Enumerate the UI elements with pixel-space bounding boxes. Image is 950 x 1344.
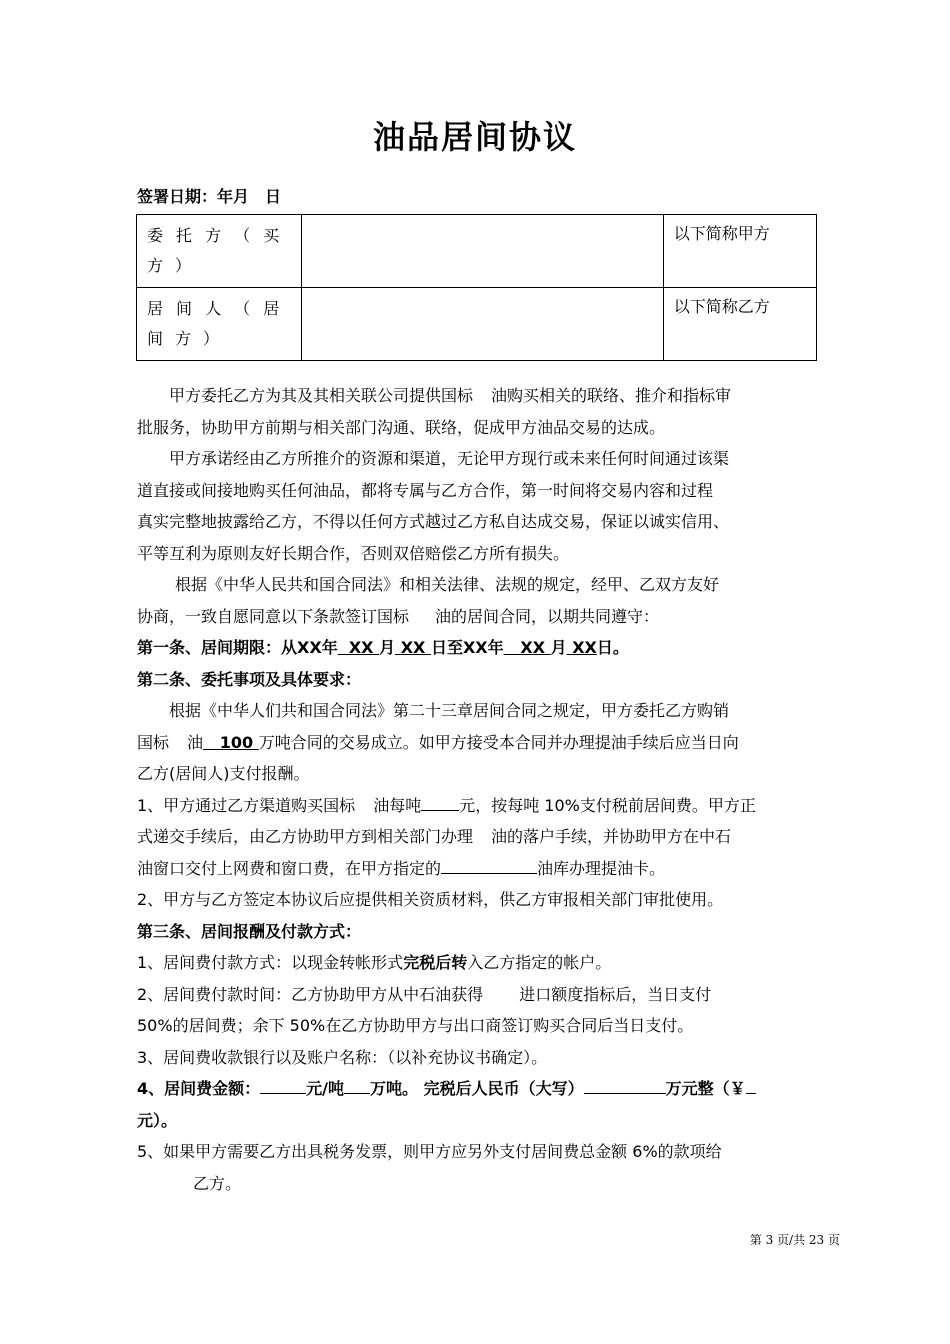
paragraph-line: 真实完整地披露给乙方，不得以任何方式越过乙方私自达成交易，保证以诚实信用、 (137, 512, 730, 531)
broker-note: 以下简称乙方 (663, 288, 816, 361)
paragraph-line: 根据《中华人们共和国合同法》第二十三章居间合同之规定，甲方委托乙方购销 (169, 701, 730, 720)
paragraph-line: 元）。 (137, 1110, 178, 1130)
broker-value (302, 288, 664, 361)
paragraph-line: 油窗口交付上网费和窗口费，在甲方指定的 油库办理提油卡。 (137, 853, 842, 885)
article-3-heading: 第三条、居间报酬及付款方式： (137, 921, 362, 941)
paragraph-line: 甲方承诺经由乙方所推介的资源和渠道，无论甲方现行或未来任何时间通过该渠 (169, 449, 730, 468)
paragraph-line: 国标 油 100 万吨合同的交易成立。如甲方接受本合同并办理提油手续后应当日向 (137, 732, 739, 752)
agreement-body (137, 380, 842, 1199)
table-row (137, 288, 817, 361)
paragraph-line: 甲方委托乙方为其及其相关联公司提供国标 油购买相关的联络、推介和指标审 (169, 386, 732, 405)
paragraph-line: 平等互利为原则友好长期合作，否则双倍赔偿乙方所有损失。 (137, 543, 570, 563)
article-2-heading: 第二条、委托事项及具体要求： (137, 669, 362, 689)
paragraph-line: 乙方(居间人)支付报酬。 (137, 764, 310, 783)
paragraph-line: 1、甲方通过乙方渠道购买国标 油每吨 元，按每吨 10%支付税前居间费。甲方正 (137, 790, 842, 822)
paragraph-line: 乙方。 (193, 1173, 242, 1193)
article-1: 第一条、居间期限：从XX年 XX 月 XX 日至XX年 XX 月 XX日。 (137, 638, 629, 657)
paragraph-line: 3、居间费收款银行以及账户名称：（以补充协议书确定）。 (137, 1047, 548, 1067)
paragraph-line: 50%的居间费；余下 50%在乙方协助甲方与出口商签订购买合同后当日支付。 (137, 1016, 694, 1035)
document-title: 油品居间协议 (372, 118, 577, 156)
table-row (137, 215, 817, 288)
paragraph-line: 批服务，协助甲方前期与相关部门沟通、联络，促成甲方油品交易的达成。 (137, 417, 666, 437)
paragraph-line: 5、如果甲方需要乙方出具税务发票，则甲方应另外支付居间费总金额 6%的款项给 (137, 1142, 722, 1161)
paragraph-line: 4、居间费金额： 元/吨 万吨。 完税后人民币（大写） 万元整（￥ (137, 1073, 842, 1105)
paragraph-line: 2、甲方与乙方签定本协议后应提供相关资质材料，供乙方审报相关部门审批使用。 (137, 890, 724, 909)
paragraph-line: 1、居间费付款方式：以现金转帐形式完税后转入乙方指定的帐户。 (137, 953, 612, 972)
sign-date: 签署日期：年月 日 (137, 187, 282, 206)
parties-table (136, 214, 817, 361)
client-note: 以下简称甲方 (663, 215, 816, 288)
broker-label: 居间人（居间方） (137, 288, 302, 361)
paragraph-line: 2、居间费付款时间：乙方协助甲方从中石油获得 进口额度指标后，当日支付 (137, 984, 712, 1004)
client-label: 委托方（买方） (137, 215, 302, 288)
paragraph-line: 根据《中华人民共和国合同法》和相关法律、法规的规定，经甲、乙双方友好 (175, 575, 720, 594)
paragraph-line: 式递交手续后，由乙方协助甲方到相关部门办理 油的落户手续，并协助甲方在中石 (137, 827, 732, 846)
paragraph-line: 道直接或间接地购买任何油品，都将专属与乙方合作，第一时间将交易内容和过程 (137, 480, 714, 500)
page-number: 第 3 页/共 23 页 (749, 1233, 840, 1247)
paragraph-line: 协商，一致自愿同意以下条款签订国标 油的居间合同，以期共同遵守： (137, 606, 660, 626)
client-value (302, 215, 664, 288)
